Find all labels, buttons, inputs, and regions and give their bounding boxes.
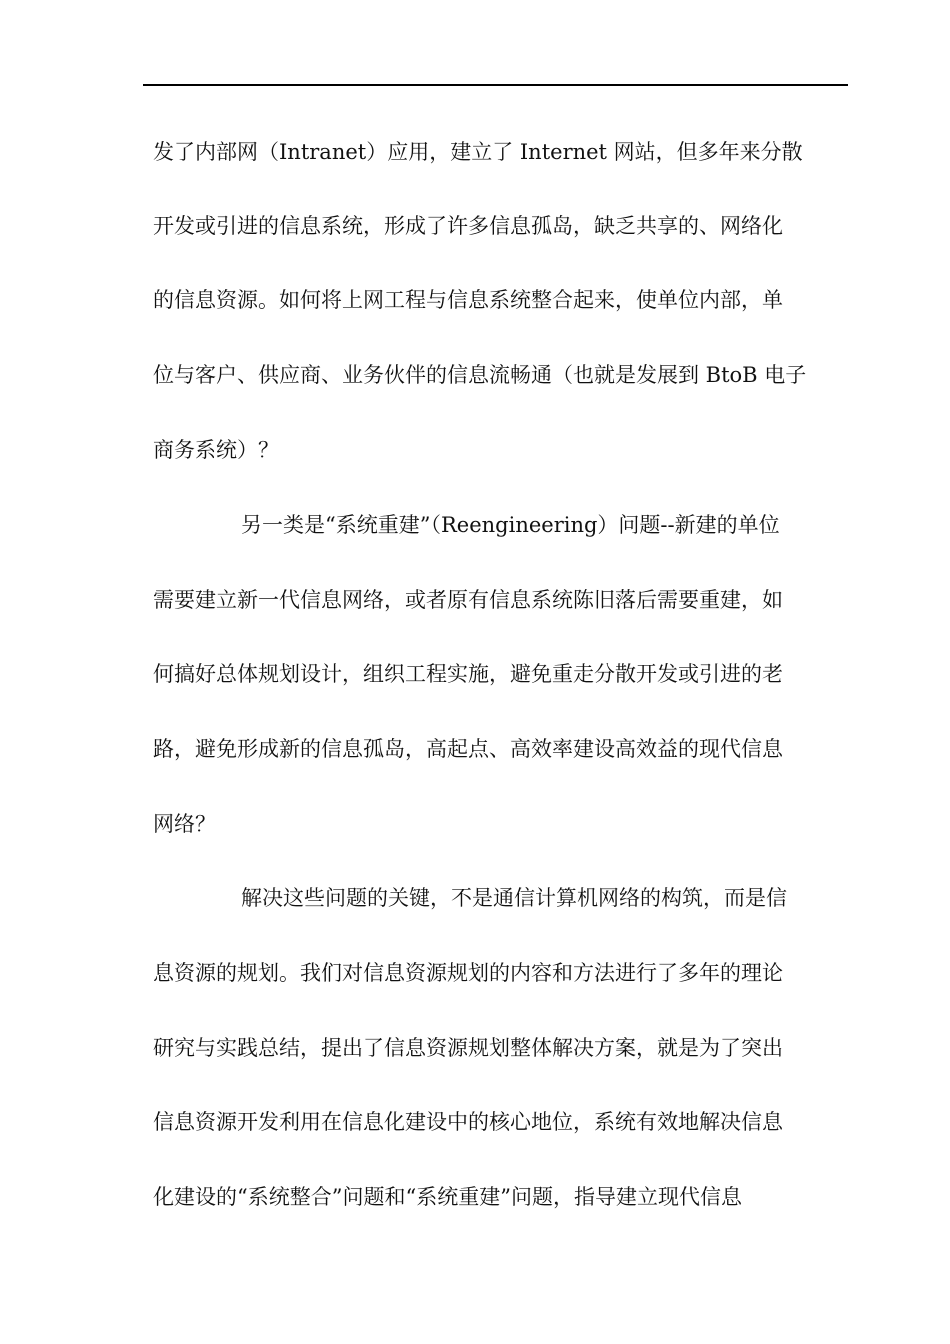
paragraph-1-line-2: 开发或引进的信息系统，形成了许多信息孤岛，缺乏共享的、网络化 [153,214,783,238]
paragraph-3-line-1: 解决这些问题的关键，不是通信计算机网络的构筑，而是信 [241,886,787,910]
paragraph-2-line-4: 路，避免形成新的信息孤岛，高起点、高效率建设高效益的现代信息 [153,737,783,761]
paragraph-3-line-5: 化建设的“系统整合”问题和“系统重建”问题，指导建立现代信息 [153,1185,742,1209]
paragraph-2-line-2: 需要建立新一代信息网络，或者原有信息系统陈旧落后需要重建，如 [153,588,783,612]
paragraph-2-line-5: 网络？ [153,812,216,836]
paragraph-3-line-3: 研究与实践总结，提出了信息资源规划整体解决方案，就是为了突出 [153,1036,783,1060]
paragraph-2-line-3: 何搞好总体规划设计，组织工程实施，避免重走分散开发或引进的老 [153,662,783,686]
paragraph-2-line-1: 另一类是“系统重建”（Reengineering）问题--新建的单位 [241,513,780,537]
header-rule [143,84,848,86]
paragraph-3-line-2: 息资源的规划。我们对信息资源规划的内容和方法进行了多年的理论 [153,961,783,985]
paragraph-1-line-3: 的信息资源。如何将上网工程与信息系统整合起来，使单位内部，单 [153,288,783,312]
paragraph-3-line-4: 信息资源开发利用在信息化建设中的核心地位，系统有效地解决信息 [153,1110,783,1134]
paragraph-1-line-1: 发了内部网（Intranet）应用，建立了 Internet 网站，但多年来分散 [153,140,803,164]
paragraph-1-line-5: 商务系统）？ [153,438,279,462]
paragraph-1-line-4: 位与客户、供应商、业务伙伴的信息流畅通（也就是发展到 BtoB 电子 [153,363,807,387]
